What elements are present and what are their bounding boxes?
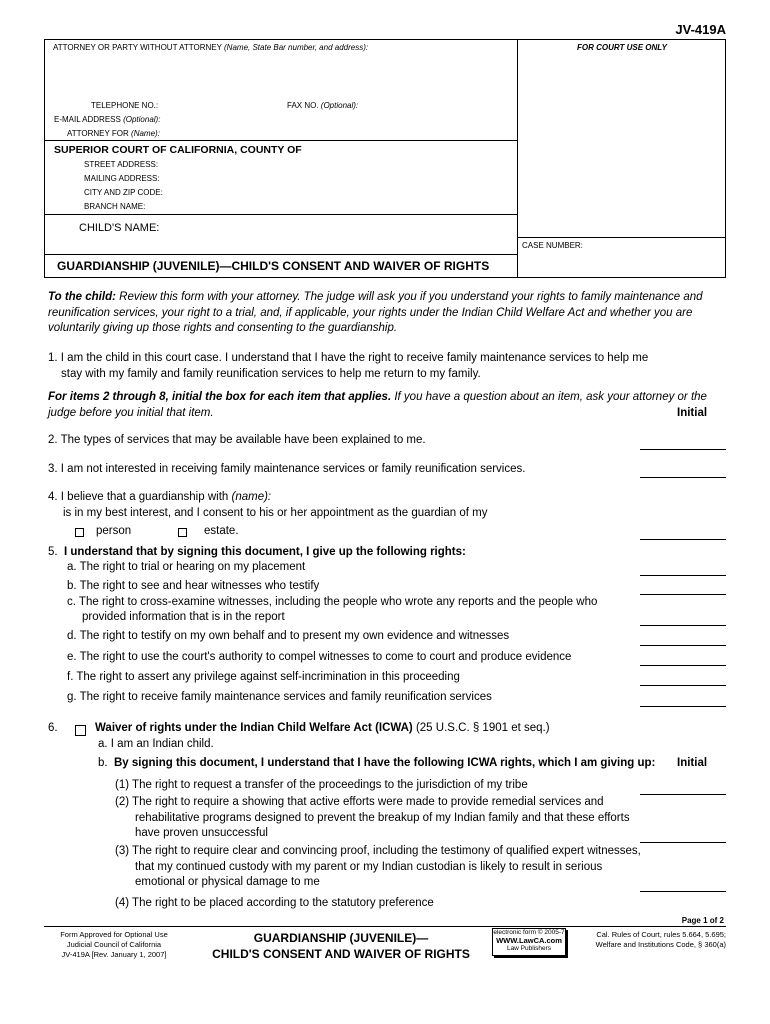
attorney-label-hint: (Name, State Bar number, and address):: [224, 43, 369, 52]
item-6-citation: (25 U.S.C. § 1901 et seq.): [412, 722, 550, 734]
footer-rule: [44, 926, 726, 927]
estate-label: estate.: [204, 525, 239, 537]
icwa-right-2-line-1: (2) The right to require a showing that active efforts were made to provide remedial services and: [115, 796, 604, 808]
item-5c-initial-line[interactable]: [640, 625, 726, 626]
item-1-line-2: stay with my family and family reunification services to help me return to my family.: [61, 368, 481, 380]
telephone-label: TELEPHONE NO.:: [91, 101, 159, 110]
item-5a: a. The right to trial or hearing on my placement: [67, 561, 306, 573]
item-6b-text: By signing this document, I understand that I have the following ICWA rights, which I am giving up:: [113, 757, 656, 769]
item-2-initial-line[interactable]: [640, 449, 726, 450]
intro-text: Review this form with your attorney. The judge will ask you if you understand your rights to family maintenance and reunification services, your right to a trial, and, if applicable, your rights under the Indian Child Welfare Act and whether you are voluntarily giving up those rights and consenting to the guardianship.: [48, 291, 703, 334]
item-5c-line-1: c. The right to cross-examine witnesses, including the people who wrote any reports and the people who: [67, 596, 598, 608]
childs-name-label: CHILD'S NAME:: [79, 222, 160, 234]
person-checkbox[interactable]: [75, 528, 84, 537]
icwa-right-2-line-3: have proven unsuccessful: [135, 827, 268, 839]
item-6-initial-header: Initial: [677, 757, 708, 769]
item-4-line-1: [48, 491, 271, 503]
item-5g-initial-line[interactable]: [640, 706, 726, 707]
item-5d: d. The right to testify on my own behalf and to present my own evidence and witnesses: [67, 630, 510, 642]
item-3: 3. I am not interested in receiving family maintenance services or family reunification services.: [48, 463, 526, 475]
item-4-name-hint: (name):: [231, 491, 272, 503]
estate-checkbox[interactable]: [178, 528, 187, 537]
intro-paragraph: [48, 290, 713, 337]
footer-title: [196, 930, 486, 962]
instruction-bold: For items 2 through 8, initial the box for each item that applies.: [48, 391, 392, 403]
caption-box: [44, 39, 726, 278]
icwa-right-1-initial-line[interactable]: [640, 794, 726, 795]
caption-rule-child: [44, 214, 518, 215]
footer-left-3: JV-419A [Rev. January 1, 2007]: [61, 950, 167, 959]
email-label-hint: (Optional):: [123, 115, 161, 124]
city-zip-label: CITY AND ZIP CODE:: [84, 188, 163, 197]
item-5e-initial-line[interactable]: [640, 665, 726, 666]
icwa-right-2-initial-line[interactable]: [640, 842, 726, 843]
fax-label-hint: (Optional):: [320, 101, 359, 110]
caption-divider: [517, 39, 518, 278]
publisher-stamp: [492, 928, 566, 956]
item-6a: a. I am an Indian child.: [98, 738, 214, 750]
item-1-line-1: 1. I am the child in this court case. I understand that I have the right to receive family maintenance services to help me: [48, 352, 649, 364]
instruction-line-1: [48, 391, 707, 403]
caption-rule-court: [44, 140, 518, 141]
instruction-rest: If you have a question about an item, ask your attorney or the: [391, 391, 707, 403]
footer-title-2: CHILD'S CONSENT AND WAIVER OF RIGHTS: [212, 947, 470, 961]
instruction-line-2: judge before you initial that item.: [48, 407, 214, 419]
footer-title-1: GUARDIANSHIP (JUVENILE)—: [253, 931, 429, 945]
icwa-checkbox[interactable]: [75, 725, 86, 736]
page-number: Page 1 of 2: [681, 916, 724, 925]
footer-left: [44, 930, 184, 960]
item-5f-initial-line[interactable]: [640, 685, 726, 686]
item-4-line-2: is in my best interest, and I consent to his or her appointment as the guardian of my: [63, 507, 488, 519]
icwa-right-4: (4) The right to be placed according to the statutory preference: [115, 897, 434, 909]
initial-header: Initial: [677, 407, 708, 419]
case-number-label: CASE NUMBER:: [522, 241, 583, 250]
email-label-text: E-MAIL ADDRESS: [54, 115, 121, 124]
item-5-heading: [48, 546, 466, 558]
icwa-right-2-line-2: rehabilitative programs designed to prevent the breakup of my Indian family and that these efforts: [135, 812, 630, 824]
fax-label-text: FAX NO.: [287, 101, 319, 110]
footer-right-1: Cal. Rules of Court, rules 5.664, 5.695;: [596, 930, 726, 939]
caption-rule-title: [44, 254, 518, 255]
item-6b-letter: b.: [98, 757, 108, 769]
icwa-right-3-line-3: emotional or physical damage to me: [135, 876, 320, 888]
footer-left-1: Form Approved for Optional Use: [60, 930, 168, 939]
intro-lead: To the child:: [48, 291, 116, 303]
attorney-for-label: [67, 129, 160, 138]
item-6b: [98, 757, 655, 769]
item-5-number: 5.: [48, 546, 58, 558]
item-2: 2. The types of services that may be available have been explained to me.: [48, 434, 426, 446]
court-title: SUPERIOR COURT OF CALIFORNIA, COUNTY OF: [54, 144, 302, 156]
branch-name-label: BRANCH NAME:: [84, 202, 146, 211]
item-4-text: 4. I believe that a guardianship with: [48, 491, 229, 503]
mailing-address-label: MAILING ADDRESS:: [84, 174, 160, 183]
person-label: person: [96, 525, 132, 537]
item-5d-initial-line[interactable]: [640, 645, 726, 646]
item-5-title: I understand that by signing this document, I give up the following rights:: [63, 546, 466, 558]
court-use-label: FOR COURT USE ONLY: [577, 43, 667, 52]
item-5c-line-2: provided information that is in the report: [82, 611, 285, 623]
stamp-line-2: WWW.LawCA.com: [496, 936, 562, 945]
item-5e: e. The right to use the court's authority to compel witnesses to come to court and produce evidence: [67, 651, 572, 663]
footer-left-2: Judicial Council of California: [66, 940, 162, 949]
icwa-right-3-initial-line[interactable]: [640, 891, 726, 892]
attorney-label: [53, 43, 368, 52]
stamp-line-3: Law Publishers: [506, 945, 552, 952]
item-5g: g. The right to receive family maintenance services and family reunification services: [67, 691, 492, 703]
attorney-for-text: ATTORNEY FOR: [67, 129, 129, 138]
footer-right-2: Welfare and Institutions Code, § 360(a): [595, 940, 726, 949]
icwa-right-3-line-2: that my continued custody with my parent or my Indian custodian is likely to result in serious: [135, 861, 603, 873]
item-6-heading: [95, 722, 550, 734]
item-5f: f. The right to assert any privilege against self-incrimination in this proceeding: [67, 671, 460, 683]
attorney-label-text: ATTORNEY OR PARTY WITHOUT ATTORNEY: [53, 43, 222, 52]
item-5b: b. The right to see and hear witnesses who testify: [67, 580, 320, 592]
attorney-for-hint: (Name):: [131, 129, 160, 138]
caption-rule-case: [517, 237, 726, 238]
form-id: JV-419A: [675, 22, 726, 37]
icwa-right-1: (1) The right to request a transfer of the proceedings to the jurisdiction of my tribe: [115, 779, 528, 791]
footer-right: [596, 930, 726, 950]
caption-form-title: GUARDIANSHIP (JUVENILE)—CHILD'S CONSENT AND WAIVER OF RIGHTS: [57, 259, 490, 273]
fax-label: [287, 101, 358, 110]
item-6-title: Waiver of rights under the Indian Child Welfare Act (ICWA): [95, 722, 413, 734]
item-3-initial-line[interactable]: [640, 477, 726, 478]
street-address-label: STREET ADDRESS:: [84, 160, 159, 169]
item-4-initial-line[interactable]: [640, 539, 726, 540]
item-5a-initial-line[interactable]: [640, 575, 726, 576]
stamp-line-1: electronic form © 2005-7: [493, 929, 565, 936]
email-label: [54, 115, 160, 124]
item-6-number: 6.: [48, 722, 58, 734]
icwa-right-3-line-1: (3) The right to require clear and convincing proof, including the testimony of qualified expert witnesses,: [115, 845, 641, 857]
item-5b-initial-line[interactable]: [640, 594, 726, 595]
